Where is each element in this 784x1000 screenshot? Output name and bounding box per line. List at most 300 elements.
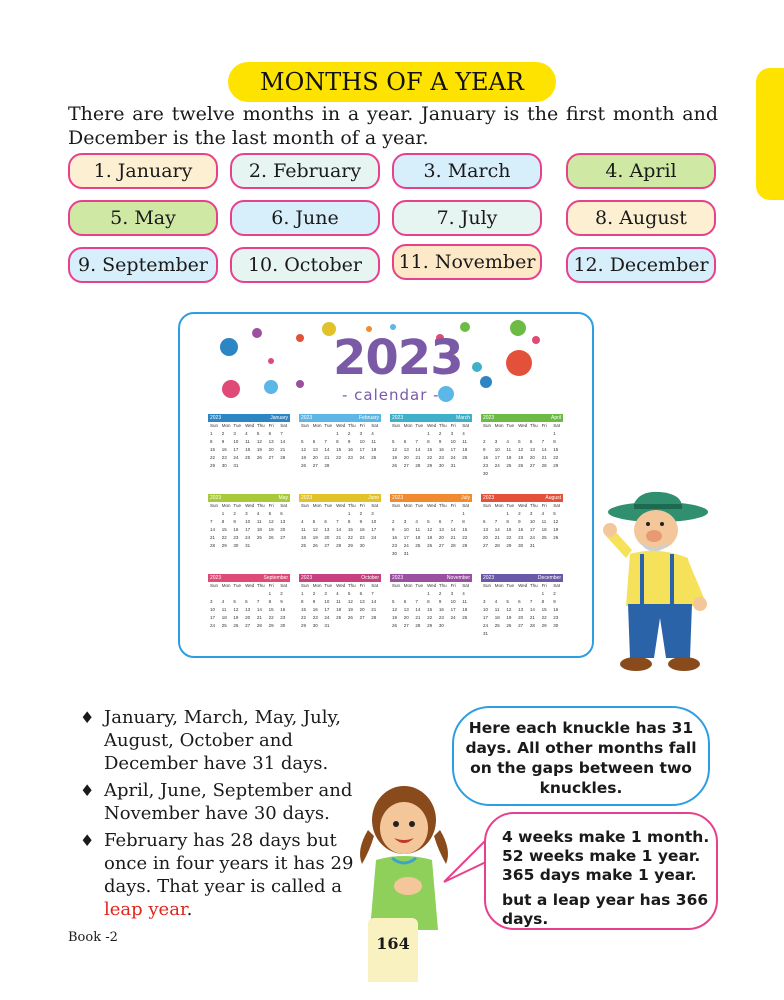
day-cell: 6 [529, 439, 533, 444]
mini-month-header [208, 494, 290, 502]
day-cell: 21 [371, 607, 377, 612]
day-cell: 16 [233, 527, 239, 532]
day-cell: 19 [553, 527, 559, 532]
mini-month-name: August [545, 495, 561, 501]
day-cell: 23 [312, 615, 318, 620]
day-cell: 12 [233, 607, 239, 612]
day-cell: 1 [301, 591, 304, 596]
day-cell: 2 [233, 511, 236, 516]
day-cell: 19 [506, 615, 512, 620]
day-cell: 26 [392, 463, 398, 468]
weekday-label: Sun [301, 503, 310, 508]
day-cell: 15 [221, 527, 227, 532]
day-cell: 14 [541, 447, 547, 452]
mini-month-name: June [368, 495, 379, 501]
day-cell: 30 [553, 623, 559, 628]
day-cell: 26 [347, 615, 353, 620]
day-cell: 25 [541, 535, 547, 540]
day-cell: 19 [392, 455, 398, 460]
day-cell: 2 [221, 431, 225, 436]
calendar-2023 [178, 312, 594, 658]
day-cell: 23 [483, 463, 489, 468]
weekday-label: Thu [529, 423, 538, 428]
day-cell: 30 [438, 463, 444, 468]
day-cell: 19 [233, 615, 239, 620]
empty-day [493, 510, 505, 518]
day-cell: 24 [245, 535, 251, 540]
day-cell: 26 [233, 623, 239, 628]
day-cell: 25 [371, 455, 377, 460]
day-cell: 28 [415, 463, 421, 468]
day-cell: 2 [438, 591, 442, 596]
day-cell: 6 [403, 439, 407, 444]
weekday-label: Thu [529, 503, 538, 508]
mini-month-header [208, 414, 290, 422]
day-cell: 29 [301, 623, 307, 628]
day-cell: 15 [541, 607, 547, 612]
day-cell: 17 [245, 527, 251, 532]
mini-month-header [390, 494, 472, 502]
day-cell: 18 [462, 447, 468, 452]
diamond-bullet-icon: ♦ [80, 831, 95, 850]
day-cell: 5 [312, 519, 316, 524]
day-cell: 18 [221, 615, 227, 620]
weekday-label: Mon [221, 503, 231, 508]
weekday-label: Mon [312, 583, 322, 588]
day-cell: 27 [324, 543, 330, 548]
day-cell: 7 [415, 439, 418, 444]
decor-dot [438, 386, 454, 402]
weekday-label: Fri [450, 503, 456, 508]
day-cell: 12 [506, 607, 512, 612]
day-cell: 11 [301, 527, 306, 532]
day-cell: 28 [324, 463, 330, 468]
empty-day [528, 430, 540, 438]
mini-month-year: 2023 [301, 495, 313, 501]
day-cell: 27 [483, 543, 489, 548]
mini-month-header [208, 574, 290, 582]
mini-month-year: 2023 [210, 495, 222, 501]
month-pill: 7. July [392, 200, 542, 236]
weekday-label: Fri [450, 583, 456, 588]
bubble-line: 365 days make 1 year. [502, 866, 697, 884]
bullet-text: January, March, May, July, August, October and December have 31 days. [104, 707, 342, 774]
day-cell: 5 [233, 599, 236, 604]
day-cell: 12 [268, 519, 274, 524]
day-cell: 21 [529, 615, 535, 620]
day-cell: 23 [553, 615, 559, 620]
mini-month-header [299, 414, 381, 422]
day-cell: 23 [233, 535, 239, 540]
empty-day [413, 430, 425, 438]
weekday-label: Tue [324, 583, 333, 588]
day-cell: 31 [450, 463, 456, 468]
weekday-label: Fri [268, 583, 274, 588]
day-cell: 28 [371, 615, 377, 620]
weekday-label: Mon [312, 503, 322, 508]
day-cell: 14 [336, 527, 342, 532]
day-cell: 7 [336, 519, 339, 524]
weekday-label: Wed [427, 583, 437, 588]
empty-day [390, 430, 402, 438]
weekday-label: Fri [268, 503, 274, 508]
month-pill: 9. September [68, 247, 218, 283]
day-cell: 5 [268, 511, 272, 516]
day-cell: 22 [336, 455, 342, 460]
day-cell: 21 [415, 615, 421, 620]
day-cell: 14 [415, 447, 421, 452]
day-cell: 7 [529, 599, 533, 604]
decor-dot [480, 376, 492, 388]
day-cell: 9 [312, 599, 316, 604]
list-item [80, 779, 380, 825]
day-cell: 29 [221, 543, 227, 548]
day-cell: 30 [221, 463, 227, 468]
day-cell: 22 [553, 455, 559, 460]
day-cell: 7 [450, 519, 454, 524]
day-cell: 20 [518, 615, 524, 620]
day-cell: 11 [415, 527, 421, 532]
day-cell: 29 [268, 623, 274, 628]
day-cell: 2 [518, 511, 521, 516]
day-cell: 25 [336, 615, 342, 620]
day-cell: 23 [392, 543, 398, 548]
day-cell: 8 [553, 439, 556, 444]
day-cell: 13 [312, 447, 318, 452]
mini-month-name: January [270, 415, 288, 421]
weekday-label: Wed [518, 423, 528, 428]
weekday-label: Sun [392, 423, 401, 428]
weekday-label: Tue [233, 503, 242, 508]
day-cell: 7 [541, 439, 545, 444]
month-pill: 4. April [566, 153, 716, 189]
day-cell: 6 [359, 591, 363, 596]
day-cell: 10 [450, 599, 456, 604]
mini-month-july [390, 494, 472, 558]
weekday-label: Tue [506, 503, 515, 508]
day-cell: 21 [336, 535, 342, 540]
mini-month-days [299, 502, 381, 550]
empty-day [208, 510, 220, 518]
weekday-label: Sat [280, 583, 288, 588]
weekday-label: Fri [359, 583, 365, 588]
weekday-label: Sun [392, 583, 401, 588]
day-cell: 15 [210, 447, 216, 452]
day-cell: 13 [268, 439, 274, 444]
empty-day [208, 590, 220, 598]
day-cell: 15 [427, 447, 433, 452]
decor-dot [264, 380, 278, 394]
day-cell: 3 [483, 599, 486, 604]
day-cell: 4 [301, 519, 304, 524]
day-cell: 14 [324, 447, 330, 452]
decor-dot [296, 334, 304, 342]
day-cell: 10 [403, 527, 409, 532]
calendar-subtitle: - calendar - [342, 386, 440, 404]
day-cell: 10 [210, 607, 216, 612]
weekday-label: Sat [553, 583, 561, 588]
day-cell: 4 [494, 599, 498, 604]
day-cell: 14 [415, 607, 421, 612]
day-cell: 26 [506, 623, 512, 628]
month-pill: 8. August [566, 200, 716, 236]
day-cell: 8 [347, 519, 351, 524]
day-cell: 26 [518, 463, 524, 468]
day-cell: 16 [280, 607, 286, 612]
day-cell: 1 [336, 431, 339, 436]
day-cell: 23 [347, 455, 353, 460]
book-label: Book -2 [68, 930, 118, 945]
day-cell: 14 [494, 527, 500, 532]
day-cell: 17 [529, 527, 535, 532]
day-cell: 2 [553, 591, 556, 596]
day-cell: 21 [256, 615, 262, 620]
weekday-label: Sun [301, 583, 310, 588]
day-cell: 10 [450, 439, 456, 444]
day-cell: 19 [427, 535, 433, 540]
day-cell: 23 [438, 455, 444, 460]
day-cell: 13 [359, 599, 365, 604]
weekday-label: Wed [518, 583, 528, 588]
month-pill: 6. June [230, 200, 380, 236]
day-cell: 22 [506, 535, 512, 540]
day-cell: 4 [541, 511, 545, 516]
empty-day [231, 590, 243, 598]
weekday-label: Wed [336, 423, 346, 428]
day-cell: 2 [347, 431, 351, 436]
decor-dot [252, 328, 262, 338]
weekday-label: Tue [415, 503, 424, 508]
day-cell: 21 [280, 447, 286, 452]
day-cell: 10 [483, 607, 489, 612]
day-cell: 14 [529, 607, 535, 612]
day-cell: 1 [462, 511, 465, 516]
page-side-tab [756, 68, 784, 200]
weekday-label: Sun [392, 503, 401, 508]
day-cell: 17 [233, 447, 239, 452]
empty-day [413, 510, 425, 518]
day-cell: 23 [221, 455, 227, 460]
mini-month-name: February [358, 415, 379, 421]
weekday-label: Thu [347, 423, 356, 428]
day-cell: 13 [403, 607, 409, 612]
day-cell: 10 [324, 599, 330, 604]
day-cell: 21 [541, 455, 547, 460]
mini-month-days [390, 582, 472, 630]
mini-month-september [208, 574, 290, 630]
empty-day [322, 510, 334, 518]
day-cell: 19 [518, 455, 524, 460]
day-cell: 5 [553, 511, 556, 516]
bubble-line: but a leap year has 366 days. [502, 891, 709, 928]
mini-month-name: March [456, 415, 470, 421]
day-cell: 15 [268, 607, 274, 612]
day-cell: 8 [462, 519, 465, 524]
day-cell: 6 [438, 519, 442, 524]
day-cell: 21 [324, 455, 330, 460]
day-cell: 16 [518, 527, 524, 532]
day-cell: 31 [483, 631, 489, 636]
day-cell: 25 [301, 543, 307, 548]
decor-dot [472, 362, 482, 372]
old-man-illustration [596, 488, 720, 678]
day-cell: 29 [427, 623, 433, 628]
mini-month-year: 2023 [483, 415, 495, 421]
day-cell: 3 [450, 591, 454, 596]
day-cell: 12 [392, 607, 398, 612]
weekday-label: Mon [403, 423, 413, 428]
day-cell: 26 [427, 543, 433, 548]
month-pill: 12. December [566, 247, 716, 283]
day-cell: 9 [518, 519, 521, 524]
month-facts-list [80, 706, 380, 925]
day-cell: 28 [210, 543, 216, 548]
day-cell: 7 [494, 519, 498, 524]
day-cell: 17 [494, 455, 500, 460]
day-cell: 29 [210, 463, 216, 468]
mini-month-year: 2023 [483, 495, 495, 501]
day-cell: 20 [529, 455, 535, 460]
day-cell: 19 [256, 447, 262, 452]
leap-year-highlight: leap year [104, 899, 187, 920]
mini-month-january [208, 414, 290, 470]
day-cell: 9 [359, 519, 363, 524]
day-cell: 26 [268, 535, 274, 540]
day-cell: 28 [541, 463, 547, 468]
decor-dot [222, 380, 240, 398]
day-cell: 3 [210, 599, 213, 604]
day-cell: 15 [553, 447, 559, 452]
day-cell: 16 [359, 527, 365, 532]
bubble-line: 4 weeks make 1 month. [502, 828, 710, 846]
weekday-label: Sun [210, 423, 219, 428]
day-cell: 6 [245, 599, 248, 604]
empty-day [402, 430, 414, 438]
day-cell: 18 [336, 607, 342, 612]
day-cell: 13 [438, 527, 444, 532]
empty-day [540, 430, 552, 438]
day-cell: 28 [529, 623, 535, 628]
weekday-label: Sat [371, 503, 379, 508]
weekday-label: Sat [462, 583, 470, 588]
mini-month-name: July [461, 495, 470, 501]
empty-day [481, 430, 493, 438]
page-title: MONTHS OF A YEAR [228, 62, 556, 102]
day-cell: 24 [483, 623, 489, 628]
mini-month-days [481, 502, 563, 550]
day-cell: 12 [256, 439, 262, 444]
empty-day [504, 430, 516, 438]
day-cell: 12 [347, 599, 353, 604]
day-cell: 1 [268, 591, 272, 596]
day-cell: 14 [371, 599, 377, 604]
day-cell: 9 [438, 439, 442, 444]
day-cell: 12 [312, 527, 318, 532]
month-pill: 1. January [68, 153, 218, 189]
day-cell: 11 [256, 519, 262, 524]
weekday-label: Mon [403, 583, 413, 588]
day-cell: 17 [359, 447, 365, 452]
day-cell: 4 [336, 591, 339, 596]
day-cell: 7 [256, 599, 260, 604]
day-cell: 11 [221, 607, 227, 612]
day-cell: 21 [494, 535, 500, 540]
day-cell: 3 [494, 439, 498, 444]
day-cell: 17 [210, 615, 216, 620]
day-cell: 25 [415, 543, 421, 548]
day-cell: 22 [427, 615, 433, 620]
weekday-label: Thu [529, 583, 538, 588]
day-cell: 18 [301, 535, 307, 540]
day-cell: 27 [438, 543, 444, 548]
day-cell: 12 [392, 447, 398, 452]
day-cell: 9 [221, 439, 225, 444]
day-cell: 29 [553, 463, 559, 468]
weekday-label: Sat [462, 423, 470, 428]
day-cell: 16 [438, 447, 444, 452]
mini-month-year: 2023 [392, 575, 404, 581]
day-cell: 25 [506, 463, 512, 468]
day-cell: 2 [312, 591, 316, 596]
day-cell: 10 [233, 439, 239, 444]
day-cell: 23 [280, 615, 286, 620]
mini-month-december [481, 574, 563, 638]
day-cell: 19 [268, 527, 274, 532]
day-cell: 7 [415, 599, 418, 604]
day-cell: 22 [347, 535, 353, 540]
mini-month-days [390, 422, 472, 470]
weekday-label: Thu [347, 503, 356, 508]
day-cell: 30 [438, 623, 444, 628]
day-cell: 26 [256, 455, 262, 460]
mini-month-year: 2023 [392, 495, 404, 501]
day-cell: 6 [312, 439, 316, 444]
empty-day [413, 590, 425, 598]
empty-day [516, 430, 528, 438]
mini-month-name: September [263, 575, 288, 581]
day-cell: 26 [553, 535, 559, 540]
day-cell: 11 [541, 519, 547, 524]
day-cell: 24 [359, 455, 365, 460]
weekday-label: Sat [280, 423, 288, 428]
weekday-label: Sun [210, 503, 219, 508]
empty-day [493, 590, 505, 598]
mini-month-header [481, 414, 563, 422]
weekday-label: Sat [371, 583, 379, 588]
day-cell: 7 [324, 439, 327, 444]
day-cell: 9 [483, 447, 486, 452]
day-cell: 20 [438, 535, 444, 540]
day-cell: 10 [371, 519, 377, 524]
mini-month-june [299, 494, 381, 550]
day-cell: 8 [427, 439, 430, 444]
day-cell: 25 [256, 535, 262, 540]
empty-day [255, 590, 267, 598]
weekday-label: Thu [256, 503, 265, 508]
mini-month-may [208, 494, 290, 550]
day-cell: 25 [494, 623, 500, 628]
day-cell: 28 [450, 543, 456, 548]
day-cell: 20 [268, 447, 274, 452]
empty-day [322, 430, 334, 438]
day-cell: 23 [518, 535, 524, 540]
day-cell: 2 [392, 519, 395, 524]
day-cell: 11 [494, 607, 500, 612]
mini-month-year: 2023 [210, 415, 222, 421]
mini-month-april [481, 414, 563, 478]
day-cell: 19 [312, 535, 318, 540]
day-cell: 4 [256, 511, 260, 516]
